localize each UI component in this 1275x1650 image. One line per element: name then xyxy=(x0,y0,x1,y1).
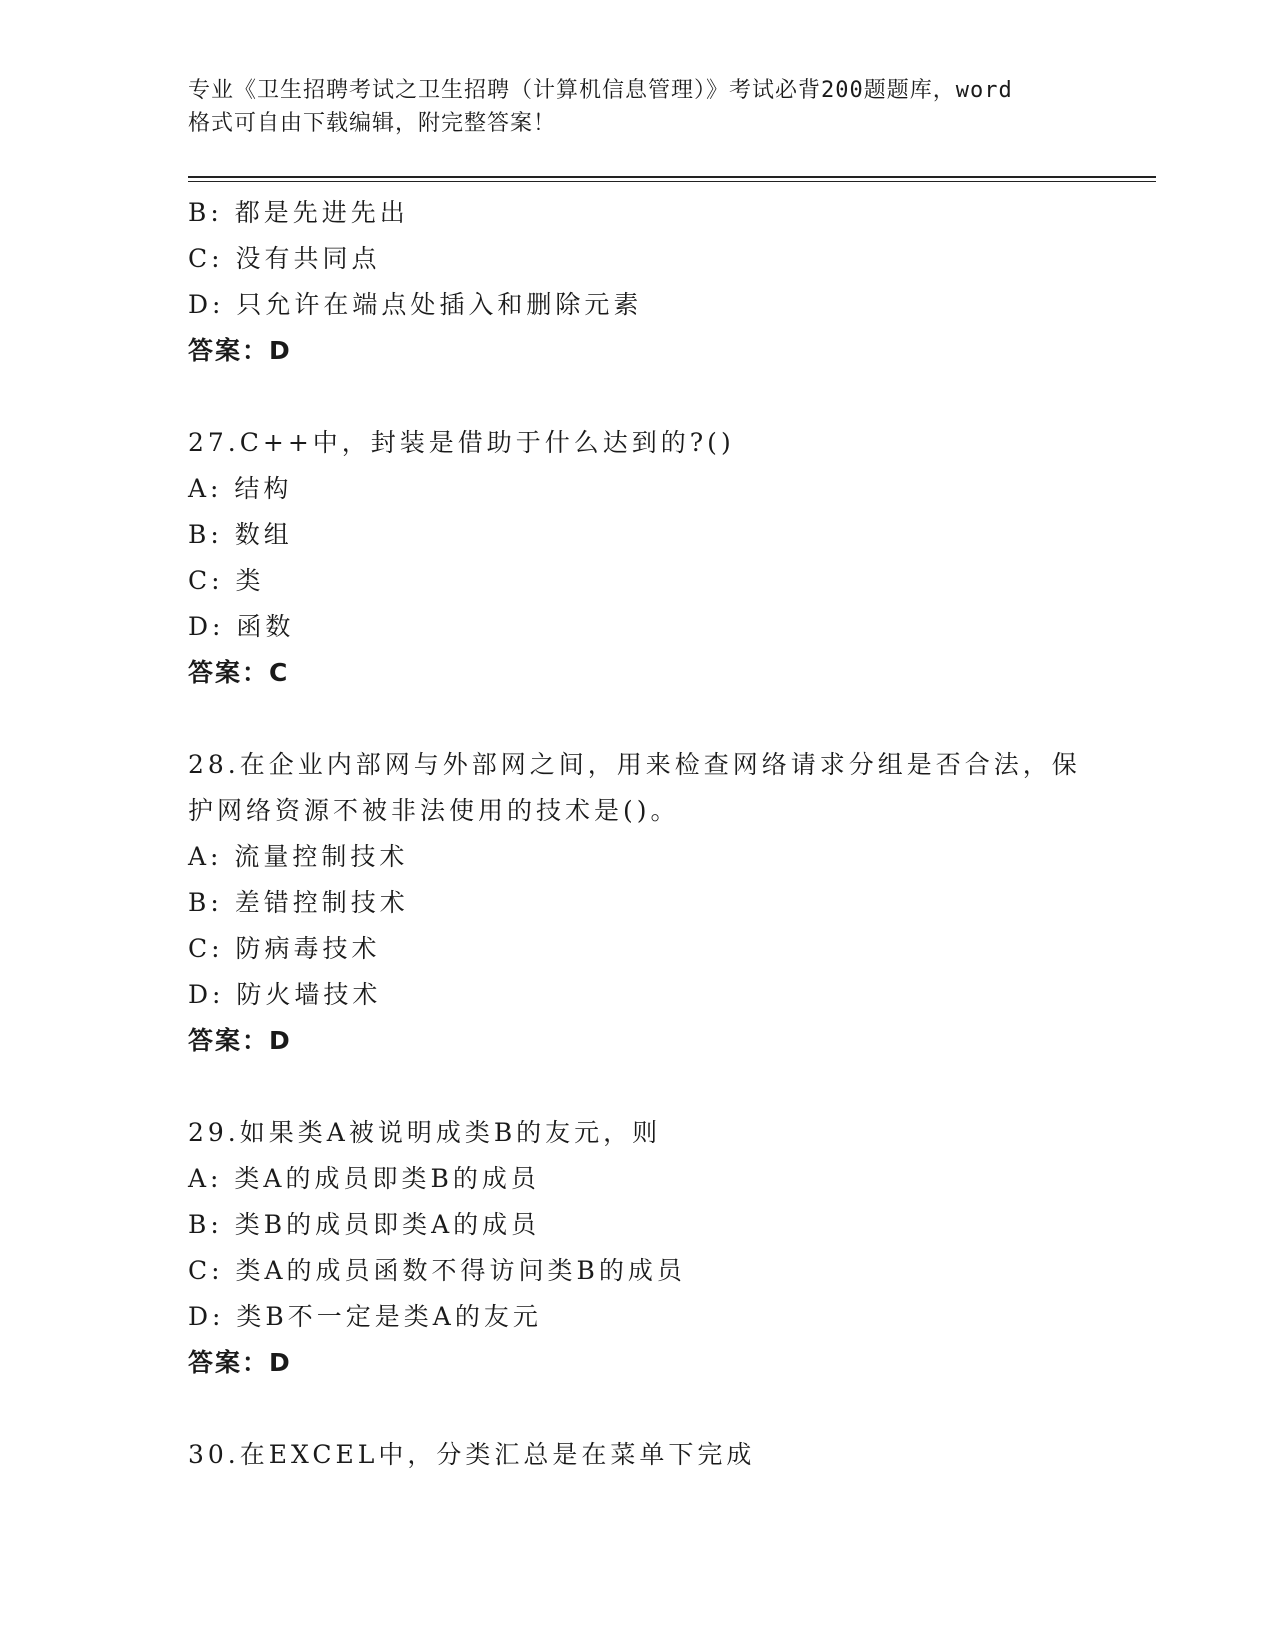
question-text: 29.如果类A被说明成类B的友元，则 xyxy=(188,1118,662,1147)
option-a: A: 流量控制技术 xyxy=(188,842,409,871)
option-d: D: 函数 xyxy=(188,612,295,641)
answer: 答案：D xyxy=(188,336,292,365)
question-29 xyxy=(188,1110,1088,1386)
document-header xyxy=(188,74,1088,140)
question-text-line-2: 护网络资源不被非法使用的技术是()。 xyxy=(188,796,680,825)
option-c: C: 类 xyxy=(188,566,265,595)
question-26 xyxy=(188,190,1088,374)
answer: 答案：D xyxy=(188,1348,292,1377)
question-text: 30.在EXCEL中，分类汇总是在菜单下完成 xyxy=(188,1440,756,1469)
option-b: B: 都是先进先出 xyxy=(188,198,409,227)
answer: 答案：D xyxy=(188,1026,292,1055)
question-text-line-1: 28.在企业内部网与外部网之间，用来检查网络请求分组是否合法，保 xyxy=(188,750,1081,779)
question-30 xyxy=(188,1432,1088,1478)
option-d: D: 防火墙技术 xyxy=(188,980,382,1009)
header-title-line-2: 格式可自由下载编辑，附完整答案！ xyxy=(188,111,557,136)
question-list xyxy=(188,190,1088,1478)
option-b: B: 差错控制技术 xyxy=(188,888,409,917)
spacer xyxy=(188,696,1088,742)
question-text: 27.C++中，封装是借助于什么达到的?() xyxy=(188,428,735,457)
option-b: B: 数组 xyxy=(188,520,293,549)
option-c: C: 防病毒技术 xyxy=(188,934,381,963)
option-d: D: 只允许在端点处插入和删除元素 xyxy=(188,290,643,319)
option-c: C: 类A的成员函数不得访问类B的成员 xyxy=(188,1256,686,1285)
option-a: A: 类A的成员即类B的成员 xyxy=(188,1164,540,1193)
option-c: C: 没有共同点 xyxy=(188,244,381,273)
header-divider-thin xyxy=(188,181,1156,182)
spacer xyxy=(188,374,1088,420)
spacer xyxy=(188,1386,1088,1432)
question-28 xyxy=(188,742,1088,1064)
option-a: A: 结构 xyxy=(188,474,293,503)
header-divider-thick xyxy=(188,176,1156,178)
header-title-line-1: 专业《卫生招聘考试之卫生招聘（计算机信息管理）》考试必背200题题库，word xyxy=(188,78,1013,103)
option-b: B: 类B的成员即类A的成员 xyxy=(188,1210,541,1239)
spacer xyxy=(188,1064,1088,1110)
answer: 答案：C xyxy=(188,658,290,687)
question-27 xyxy=(188,420,1088,696)
option-d: D: 类B不一定是类A的友元 xyxy=(188,1302,542,1331)
